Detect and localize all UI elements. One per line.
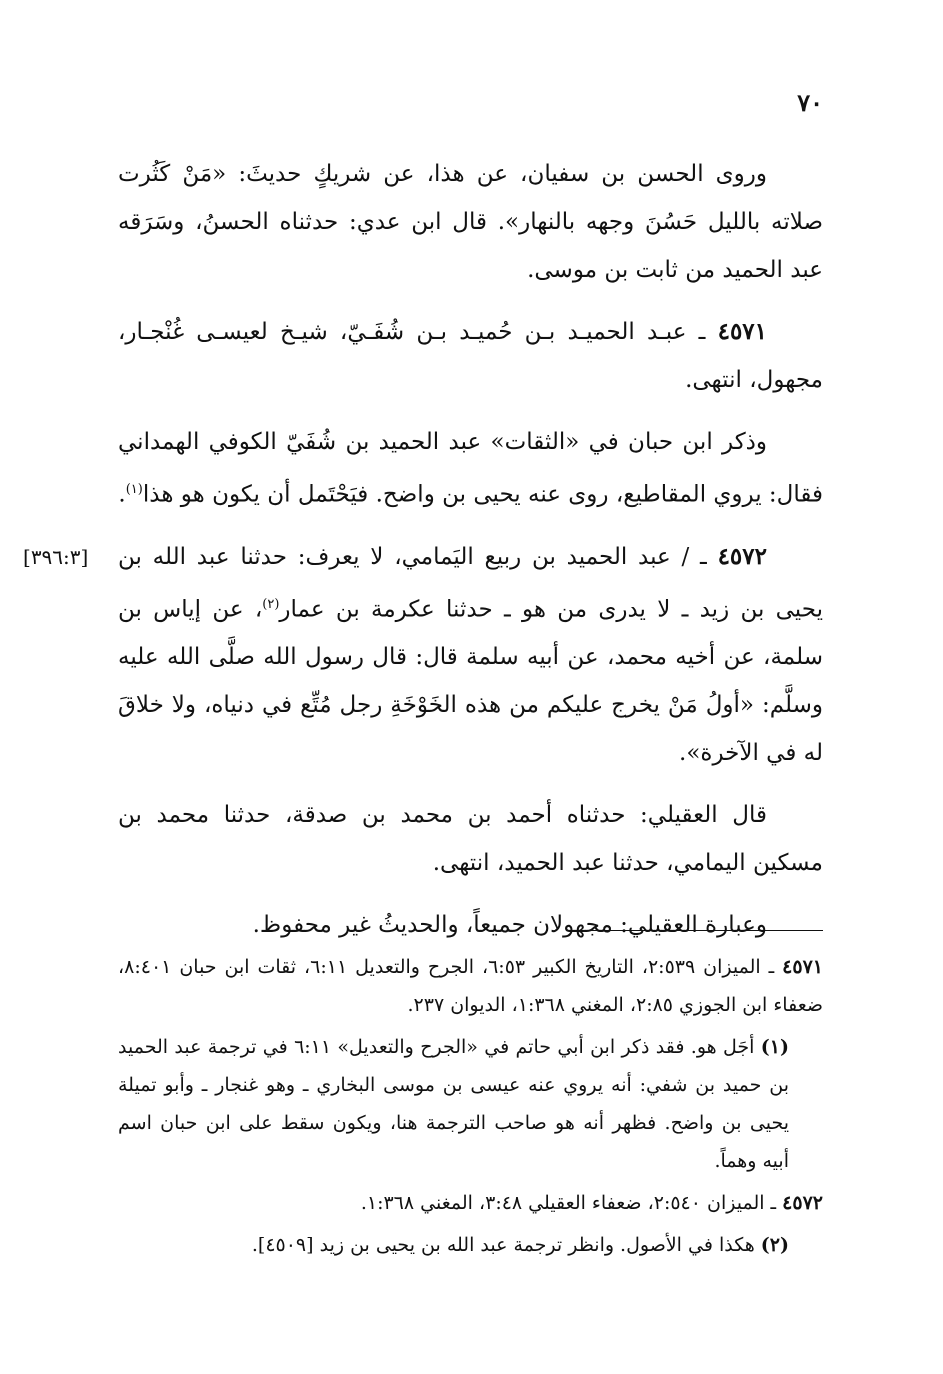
entry-text: ـ عبـد الحميـد بـن حُميـد بـن شُفَـيّ، شيـخ لعيسـى غُنْجـار، مجهول، انتهى. xyxy=(118,319,823,393)
page-number: ٧٠ xyxy=(797,88,823,117)
footnotes xyxy=(118,948,823,1268)
footnote-text: ـ الميزان ٢:٥٤٠، ضعفاء العقيلي ٣:٤٨، المغني ١:٣٦٨. xyxy=(360,1192,777,1214)
paragraph-uqayli-wording: وعبارة العقيلي: مجهولان جميعاً، والحديثُ غير محفوظ. xyxy=(252,912,767,939)
footnote-text: ـ الميزان ٢:٥٣٩، التاريخ الكبير ٦:٥٣، الجرح والتعديل ٦:١١، ثقات ابن حبان ٨:٤٠١، ضعفاء ابن الجوزي ٢:٨٥، المغني ١:٣٦٨، الديوان ٢٣٧. xyxy=(118,956,823,1016)
entry-4572-wrapper xyxy=(23,533,823,778)
main-text xyxy=(23,150,823,963)
entry-4572 xyxy=(118,533,823,778)
paragraph-end: . xyxy=(118,481,126,508)
paragraph-ibn-hibban xyxy=(118,418,823,519)
entry-4571 xyxy=(118,308,823,404)
footnote-2 xyxy=(118,1226,823,1264)
footnote-1 xyxy=(118,1028,823,1180)
paragraph-text: وذكر ابن حبان في «الثقات» عبد الحميد بن شُفَيّ الكوفي الهمداني فقال: يروي المقاطيع، روى عنه يحيى بن واضح. فيَحْتَمل أن يكون هو هذا xyxy=(118,429,823,508)
footnote-text: هكذا في الأصول. وانظر ترجمة عبد الله بن يحيى بن زيد [٤٥٠٩]. xyxy=(251,1234,755,1256)
entry-number: ٤٥٧١ xyxy=(717,318,768,345)
paragraph-hasan-narration: وروى الحسن بن سفيان، عن هذا، عن شريكٍ حديثَ: «مَنْ كَثُرت صلاته بالليل حَسُنَ وجهه بالنهار». قال ابن عدي: حدثناه الحسنُ، وسَرَقه عبد الحميد من ثابت بن موسى. xyxy=(118,161,823,283)
footnote-text: أجَل هو. فقد ذكر ابن أبي حاتم في «الجرح والتعديل» ٦:١١ في ترجمة عبد الحميد بن حميد بن شفي: أنه يروي عنه عيسى بن موسى البخاري ـ وهو غنجار ـ وأبو تميلة يحيى بن واضح. فظهر أنه هو صاحب الترجمة هنا، ويكون سقط على ابن حبان اسم أبيه وهماً. xyxy=(118,1036,789,1172)
footnote-number: (٢) xyxy=(760,1234,789,1256)
paragraph-uqayli: قال العقيلي: حدثناه أحمد بن محمد بن صدقة، حدثنا محمد بن مسكين اليمامي، حدثنا عبد الحميد، انتهى. xyxy=(118,802,823,877)
footnote-number: (١) xyxy=(760,1036,789,1058)
footnote-4571 xyxy=(118,948,823,1024)
margin-reference: [٣٩٦:٣] xyxy=(23,544,89,569)
footnote-ref-1: (١) xyxy=(125,482,143,497)
entry-number: ٤٥٧٢ xyxy=(717,542,767,570)
footnote-number: ٤٥٧١ xyxy=(782,956,823,978)
footnote-4572 xyxy=(118,1184,823,1222)
footnote-separator xyxy=(583,930,823,931)
footnote-number: ٤٥٧٢ xyxy=(782,1192,823,1214)
footnote-ref-2: (٢) xyxy=(262,596,280,612)
entry-text: ـ / عبد الحميد بن ربيع اليَمامي، لا يعرف: حدثنا عبد الله بن يحيى بن زيد ـ لا يدرى من هو ـ حدثنا عكرمة بن عمار xyxy=(118,543,823,623)
entry-text-cont: ، عن إياس بن سلمة، عن أخيه محمد، عن أبيه سلمة قال: قال رسول الله صلَّى الله عليه وسلَّم: «أولُ مَنْ يخرج عليكم من هذه الخَوْخَةِ رجل مُتِّع في دنياه، ولا خلاقَ له في الآخرة». xyxy=(118,596,823,767)
